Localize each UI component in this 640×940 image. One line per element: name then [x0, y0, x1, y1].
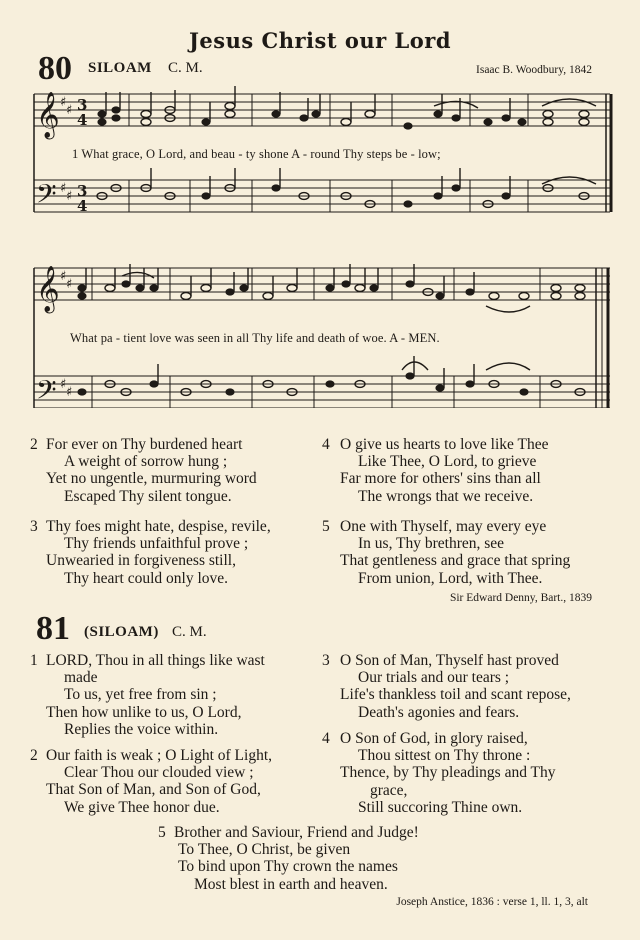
verse-line: Far more for others' sins than all	[340, 470, 541, 488]
svg-text:♯: ♯	[66, 385, 73, 400]
page-title: Jesus Christ our Lord	[188, 28, 452, 53]
verse-line: From union, Lord, with Thee.	[358, 569, 543, 587]
verse-line: Thou sittest on Thy throne :	[358, 747, 531, 765]
svg-text:𝄢: 𝄢	[36, 374, 57, 408]
hymn-81-verse-3	[322, 652, 622, 721]
verse-line: For ever on Thy burdened heart	[46, 436, 243, 453]
verse-number: 5	[322, 518, 330, 535]
hymn-81-number: 81	[36, 610, 70, 647]
verse-line: O Son of Man, Thyself hast proved	[340, 652, 559, 669]
hymn-81-verse-2	[30, 747, 322, 816]
verse-line: That gentleness and grace that spring	[340, 552, 571, 570]
svg-text:4: 4	[77, 197, 88, 215]
svg-text:𝄞: 𝄞	[36, 266, 60, 312]
hymn-80-verse-2	[30, 436, 320, 505]
verse-line: Replies the voice within.	[64, 720, 219, 738]
verse-number: 2	[30, 436, 38, 453]
verse-line: Unwearied in forgiveness still,	[46, 552, 236, 570]
svg-text:4: 4	[77, 111, 88, 129]
hymn-80-verse-5	[322, 518, 622, 587]
verse-line: Thence, by Thy pleadings and Thy	[340, 764, 556, 782]
svg-text:♯: ♯	[60, 377, 67, 392]
verse-line: Still succoring Thine own.	[358, 798, 523, 816]
hymn-80-lyrics-line-1: 1 What grace, O Lord, and beau - ty shone A - round Thy steps be - low;	[72, 147, 441, 161]
verse-line: Then how unlike to us, O Lord,	[46, 703, 242, 721]
svg-text:♯: ♯	[66, 189, 73, 204]
verse-line: In us, Thy brethren, see	[358, 535, 505, 553]
verse-line: The wrongs that we receive.	[358, 487, 534, 505]
verse-number: 2	[30, 747, 38, 764]
verse-line: To bind upon Thy crown the names	[178, 858, 398, 876]
hymn-81-verse-5	[158, 824, 498, 893]
verse-line: Death's agonies and fears.	[358, 703, 520, 721]
hymn-80-tune: SILOAM	[88, 60, 152, 76]
svg-text:♯: ♯	[60, 181, 67, 196]
verse-number: 4	[322, 436, 330, 453]
verse-line: A weight of sorrow hung ;	[64, 453, 228, 471]
hymn-81-author: Joseph Anstice, 1836 : verse 1, ll. 1, 3, alt	[396, 896, 588, 908]
verse-line: Clear Thou our clouded view ;	[64, 764, 254, 782]
verse-line: Our faith is weak ; O Light of Light,	[46, 747, 272, 764]
verse-line: Brother and Saviour, Friend and Judge!	[174, 824, 419, 841]
svg-text:♯: ♯	[60, 269, 67, 284]
svg-text:3: 3	[77, 182, 88, 200]
verse-line: Our trials and our tears ;	[358, 669, 510, 687]
svg-text:𝄢: 𝄢	[36, 178, 57, 216]
hymn-80-lyrics-line-2: What pa - tient love was seen in all Thy life and death of woe. A - MEN.	[70, 331, 440, 345]
verse-line: Like Thee, O Lord, to grieve	[358, 453, 537, 471]
hymn-80-verse-3	[30, 518, 320, 587]
hymn-80-author: Sir Edward Denny, Bart., 1839	[449, 592, 592, 604]
verse-line: Thy friends unfaithful prove ;	[64, 535, 249, 553]
hymn-80-composer: Isaac B. Woodbury, 1842	[476, 64, 592, 76]
verse-line: One with Thyself, may every eye	[340, 518, 547, 535]
verse-line: Most blest in earth and heaven.	[194, 875, 388, 893]
verse-line: LORD, Thou in all things like wast	[46, 652, 265, 669]
verse-line: To Thee, O Christ, be given	[178, 841, 351, 859]
hymn-80-number: 80	[38, 50, 72, 87]
verse-line: O give us hearts to love like Thee	[340, 436, 549, 453]
hymn-80-verse-4	[322, 436, 622, 505]
verse-number: 3	[30, 518, 38, 535]
hymn-80-meter: C. M.	[168, 60, 203, 76]
verse-number: 1	[30, 652, 38, 669]
svg-text:3: 3	[77, 96, 88, 114]
verse-line: made	[64, 669, 98, 687]
verse-line: Thy foes might hate, despise, revile,	[46, 518, 271, 535]
verse-line: To us, yet free from sin ;	[64, 686, 217, 704]
svg-text:𝄞: 𝄞	[36, 92, 60, 138]
verse-line: Yet no ungentle, murmuring word	[46, 470, 257, 488]
hymn-81-verse-4	[322, 730, 622, 816]
verse-line: Life's thankless toil and scant repose,	[340, 686, 571, 704]
verse-line: grace,	[370, 781, 408, 799]
verse-number: 4	[322, 730, 330, 747]
hymn-81-meter: C. M.	[172, 624, 207, 640]
svg-text:♯: ♯	[60, 95, 67, 110]
verse-number: 3	[322, 652, 330, 669]
verse-line: That Son of Man, and Son of God,	[46, 781, 261, 799]
verse-number: 5	[158, 824, 166, 841]
svg-text:♯: ♯	[66, 277, 73, 292]
verse-line: Thy heart could only love.	[64, 569, 228, 587]
svg-text:♯: ♯	[66, 103, 73, 118]
hymn-81-verse-1	[30, 652, 322, 738]
verse-line: We give Thee honor due.	[64, 798, 220, 816]
hymn-81-tune: (SILOAM)	[84, 624, 159, 640]
verse-line: O Son of God, in glory raised,	[340, 730, 528, 747]
verse-line: Escaped Thy silent tongue.	[64, 487, 232, 505]
